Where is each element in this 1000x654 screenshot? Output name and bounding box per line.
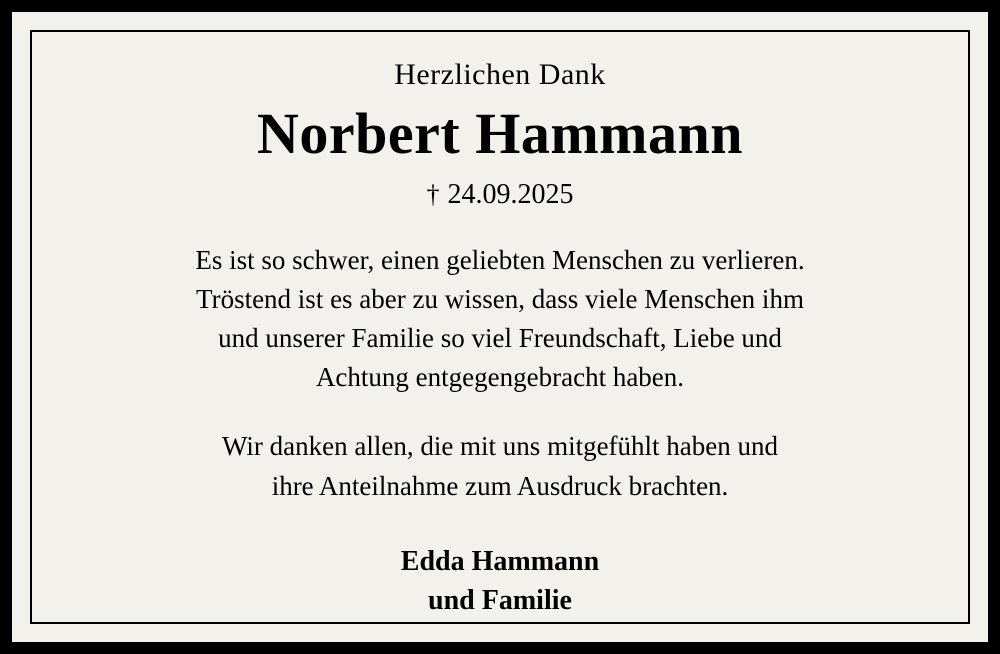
verse-line: Achtung entgegengebracht haben. bbox=[315, 362, 685, 393]
outer-border-frame bbox=[8, 8, 992, 646]
thanks-heading: Herzlichen Dank bbox=[394, 58, 606, 91]
signature-line: und Familie bbox=[428, 585, 572, 617]
thanks-line: ihre Anteilnahme zum Ausdruck brachten. bbox=[271, 470, 729, 501]
death-date-value: 24.09.2025 bbox=[447, 178, 574, 210]
thanks-message bbox=[222, 427, 778, 505]
memorial-verse bbox=[195, 241, 804, 398]
thanks-line: Wir danken allen, die mit uns mitgefühlt haben und bbox=[221, 431, 779, 462]
family-signature bbox=[401, 542, 599, 622]
verse-line: Tröstend ist es aber zu wissen, dass viele Menschen ihm bbox=[196, 284, 804, 315]
verse-line: und unserer Familie so viel Freundschaft, Liebe und bbox=[218, 323, 782, 354]
inner-border-frame bbox=[30, 30, 970, 624]
christian-cross-icon: † bbox=[426, 179, 440, 209]
death-date-row bbox=[427, 179, 574, 211]
verse-line: Es ist so schwer, einen geliebten Menschen zu verlieren. bbox=[195, 244, 805, 275]
signature-line: Edda Hammann bbox=[400, 545, 600, 577]
deceased-name: Norbert Hammann bbox=[257, 101, 743, 166]
